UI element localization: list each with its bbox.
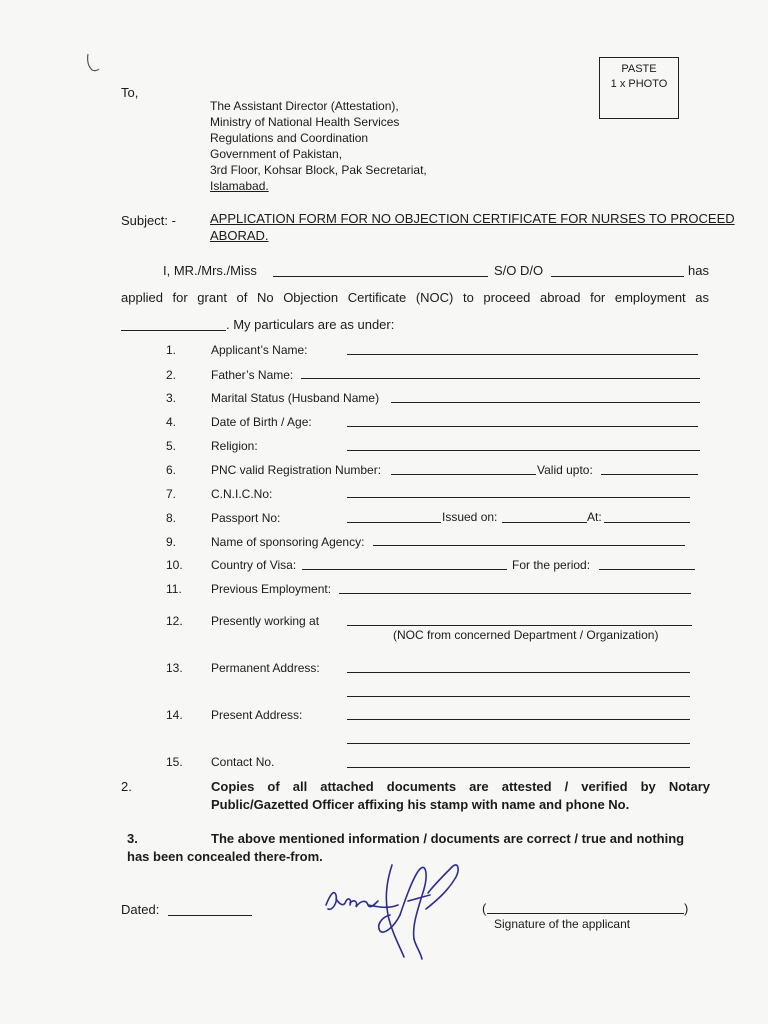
profession-blank[interactable] [121,330,226,331]
para3-line2: has been concealed there-from. [127,849,323,864]
para2-line2: Public/Gazetted Officer affixing his stamp with name and phone No. [211,797,630,812]
item-label: Passport No: [211,511,281,525]
item-number: 11. [166,582,182,596]
item-label: Previous Employment: [211,582,332,596]
para3-number: 3. [127,831,138,846]
period-field[interactable] [599,569,695,570]
para2-line1: Copies of all attached documents are attested / verified by Notary [211,779,710,794]
item-label: Applicant’s Name: [211,343,308,357]
item-label: Country of Visa: [211,558,297,572]
present-address-field-2[interactable] [347,743,690,744]
item-number: 9. [166,535,177,549]
item-label: C.N.I.C.No: [211,487,273,501]
item-number: 4. [166,415,177,429]
photo-box-line1: PASTE [621,63,657,75]
item-label: Marital Status (Husband Name) [211,391,380,405]
dated-label: Dated: [121,902,160,917]
cnic-field[interactable] [347,497,690,498]
permanent-address-field-1[interactable] [347,672,690,673]
address-line: 3rd Floor, Kohsar Block, Pak Secretariat, [210,163,427,177]
item-number: 10. [166,558,183,572]
noc-note: (NOC from concerned Department / Organization) [393,628,659,642]
intro-has: has [688,263,709,278]
father-blank[interactable] [551,276,684,277]
item-number: 5. [166,439,177,453]
religion-field[interactable] [347,450,700,451]
subject-line2: ABORAD. [210,228,269,243]
intro-prefix: I, MR./Mrs./Miss [163,263,257,278]
item-label: Date of Birth / Age: [211,415,312,429]
item-number: 2. [166,368,177,382]
item-number: 13. [166,661,183,675]
intro-so: S/O D/O [494,263,544,278]
name-blank[interactable] [273,276,488,277]
item-label: Presently working at [211,614,320,628]
item-number: 6. [166,463,177,477]
father-name-field[interactable] [301,378,700,379]
passport-field[interactable] [347,522,441,523]
item-number: 15. [166,755,183,769]
item-extra-label: Valid upto: [537,463,593,477]
valid-upto-field[interactable] [601,474,698,475]
item-extra-label: For the period: [512,558,591,572]
signature-open-paren: ( [482,901,487,916]
intro-line3: . My particulars are as under: [226,317,395,332]
item-label: Permanent Address: [211,661,320,675]
item-label: Religion: [211,439,258,453]
applicant-name-field[interactable] [347,354,698,355]
para2-number: 2. [121,779,132,794]
address-line: Regulations and Coordination [210,131,369,145]
item-extra-label: Issued on: [442,510,498,524]
item-label: Father’s Name: [211,368,294,382]
address-line: Ministry of National Health Services [210,115,400,129]
marital-status-field[interactable] [391,402,700,403]
item-number: 7. [166,487,177,501]
pen-mark [84,52,104,74]
signature-caption: Signature of the applicant [494,917,631,931]
para3-line1: The above mentioned information / documents are correct / true and nothing [211,831,685,846]
item-number: 8. [166,511,177,525]
dob-age-field[interactable] [347,426,698,427]
item-number: 14. [166,708,183,722]
country-of-visa-field[interactable] [302,569,507,570]
to-label: To, [121,85,139,100]
item-label: PNC valid Registration Number: [211,463,382,477]
presently-working-field[interactable] [347,625,692,626]
item-label: Contact No. [211,755,275,769]
sponsoring-agency-field[interactable] [373,545,685,546]
handwritten-signature [318,855,468,965]
address-line: The Assistant Director (Attestation), [210,99,399,113]
item-label: Name of sponsoring Agency: [211,535,365,549]
address-line: Government of Pakistan, [210,147,343,161]
intro-line2: applied for grant of No Objection Certificate (NOC) to proceed abroad for employment as [121,290,709,305]
subject-label: Subject: - [121,213,176,228]
photo-box [599,57,679,119]
item-number: 12. [166,614,183,628]
item-number: 3. [166,391,177,405]
address-line: Islamabad. [210,179,269,193]
issued-at-field[interactable] [604,522,690,523]
date-field[interactable] [168,915,252,916]
subject-line1: APPLICATION FORM FOR NO OBJECTION CERTIFICATE FOR NURSES TO PROCEED [210,211,735,226]
permanent-address-field-2[interactable] [347,696,690,697]
pnc-number-field[interactable] [391,474,536,475]
previous-employment-field[interactable] [339,593,691,594]
item-extra-label: At: [587,510,602,524]
item-number: 1. [166,343,177,357]
issued-on-field[interactable] [502,522,587,523]
present-address-field-1[interactable] [347,719,690,720]
item-label: Present Address: [211,708,303,722]
signature-close-paren: ) [684,901,689,916]
contact-field[interactable] [347,767,690,768]
signature-line[interactable] [487,913,684,914]
photo-box-line2: 1 x PHOTO [610,78,668,90]
